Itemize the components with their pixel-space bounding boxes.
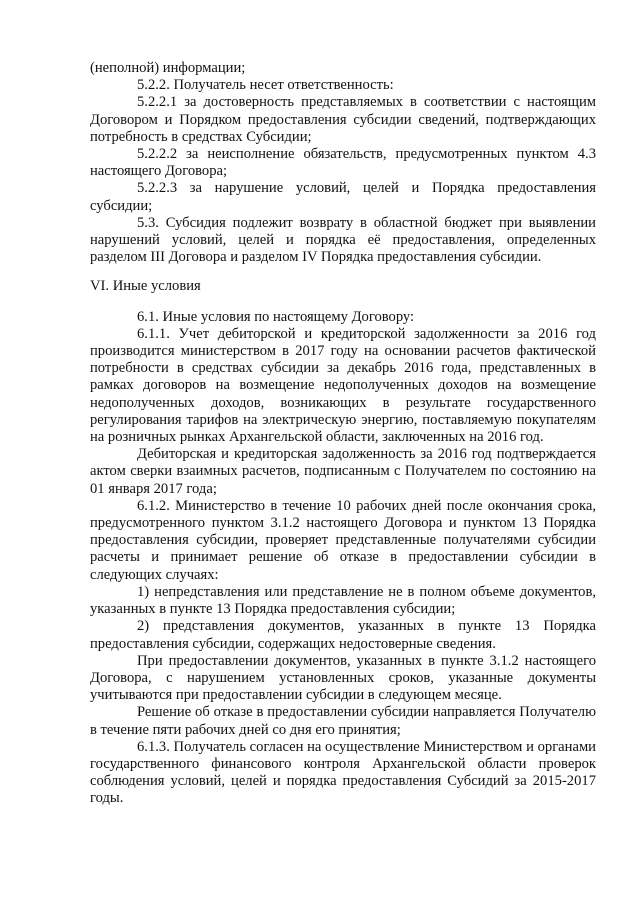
section-heading-vi: VI. Иные условия: [90, 278, 201, 295]
paragraph-5-3: 5.3. Субсидия подлежит возврату в областной бюджет при выявлении нарушений условий, целей и порядка её предоставления, определенных разделом III Договора и разделом IV Порядка предоставления субсидии.: [90, 214, 596, 266]
paragraph-case-2: 2) представления документов, указанных в пункте 13 Порядка предоставления субсидии, содержащих недостоверные сведения.: [90, 618, 596, 652]
paragraph-5-2-2-1: 5.2.2.1 за достоверность представляемых в соответствии с настоящим Договором и Порядком предоставления субсидии сведений, подтверждающих потребность в средствах Субсидии;: [90, 94, 596, 145]
paragraph-5-2-2-3: 5.2.2.3 за нарушение условий, целей и Порядка предоставления субсидии;: [90, 180, 596, 214]
paragraph-receivables: Дебиторская и кредиторская задолженность за 2016 год подтверждается актом сверки взаимных расчетов, подписанным с Получателем по состоянию на 01 января 2017 года;: [90, 446, 596, 497]
paragraph-refusal-notice: Решение об отказе в предоставлении субсидии направляется Получателю в течение пяти рабочих дней со дня его принятия;: [90, 704, 596, 738]
paragraph-6-1-1: 6.1.1. Учет дебиторской и кредиторской задолженности за 2016 год производится министерством в 2017 году на основании расчетов фактической потребности в средствах субсидии за декабрь 2016 года, представленных в рамках договоров на возмещение недополученных доходов на возмещение недополученных доходов, возникающих в результате государственного регулирования тарифов на электрическую энергию, поставляемую покупателям на розничных рынках Архангельской области, заключенных на 2016 год.: [90, 325, 596, 446]
document-page: [90, 60, 596, 808]
paragraph-case-1: 1) непредставления или представление не в полном объеме документов, указанных в пункте 13 Порядка предоставления субсидии;: [90, 583, 596, 618]
paragraph-late-documents: При предоставлении документов, указанных в пункте 3.1.2 настоящего Договора, с нарушением установленных сроков, указанные документы учитываются при предоставлении субсидии в следующем месяце.: [90, 652, 596, 704]
paragraph-5-2-2: 5.2.2. Получатель несет ответственность:: [137, 77, 394, 94]
paragraph-6-1: 6.1. Иные условия по настоящему Договору:: [137, 308, 415, 325]
paragraph-6-1-3: 6.1.3. Получатель согласен на осуществление Министерством и органами государственного финансового контроля Архангельской области проверок соблюдения условий, целей и порядка предоставления Субсидий за 2015-2017 годы.: [90, 738, 596, 807]
paragraph-5-2-2-2: 5.2.2.2 за неисполнение обязательств, предусмотренных пунктом 4.3 настоящего Договора;: [90, 146, 596, 180]
paragraph-6-1-2: 6.1.2. Министерство в течение 10 рабочих дней после окончания срока, предусмотренного пунктом 3.1.2 настоящего Договора и пунктом 13 Порядка предоставления субсидии, проверяет представленные получателями субсидии расчеты и принимает решение об отказе в предоставлении субсидии в следующих случаях:: [90, 497, 596, 583]
paragraph-incomplete-info: (неполной) информации;: [90, 60, 246, 76]
